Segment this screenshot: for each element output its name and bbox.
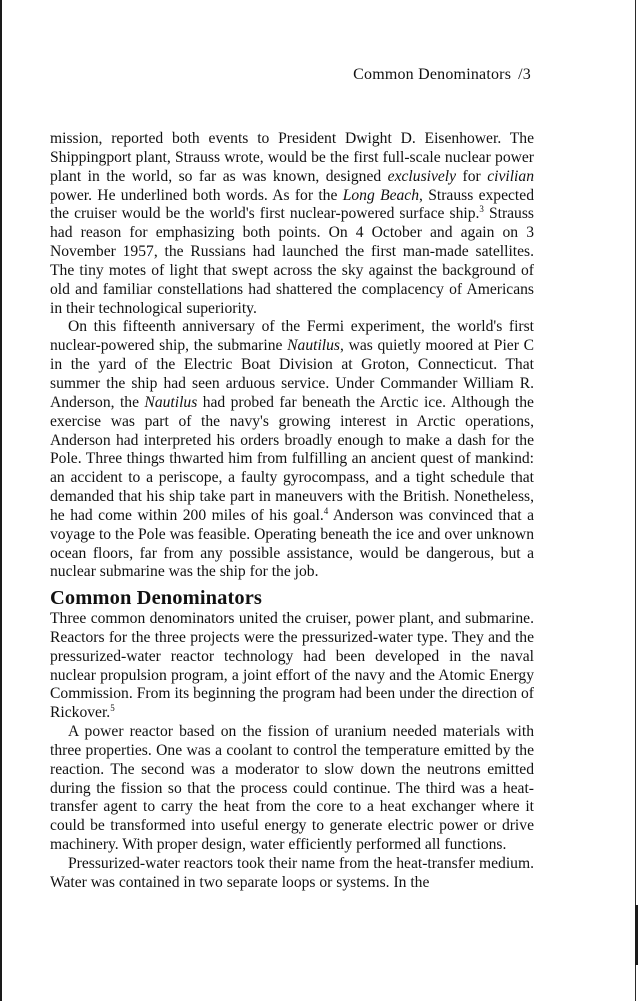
text-run: Anderson was convinced that a voyage to the Pole was feasible. Operating beneath the ice and over unknown ocean floors, far from any possible assistance, would be dangerous, but a nuclear submarine was the ship for the job. <box>50 506 534 581</box>
text-run: , was quietly moored at Pier C in the yard of the Electric Boat Division at Groton, Connecticut. That summer the ship had seen arduous service. Under Commander William R. Anderson, the <box>50 337 534 411</box>
text-run: had probed far beneath the Arctic ice. Although the exercise was part of the navy's growing interest in Arctic operations, Anderson had interpreted his orders broadly enough to make a dash for the Pole. Three things thwarted him from fulfilling an ancient quest of mankind: an accident to a periscope, a faulty gyrocompass, and a tight schedule that demanded that his ship take part in maneuvers with the British. Nonetheless, he had come within 200 miles of his goal. <box>50 393 534 524</box>
italic-text: civilian <box>487 167 534 185</box>
running-head-title: Common Denominators <box>353 66 512 83</box>
text-run: Strauss had reason for emphasizing both points. On 4 October and again on 3 November 1957, the Russians had launched the first man-made satellites. The tiny motes of light that swept across the sky against the background of old and familiar constellations had shattered the complacency of Americans in their technological superiority. <box>50 205 534 317</box>
scan-edge-right <box>635 0 636 1001</box>
paragraph <box>50 130 534 318</box>
text-run: On this fifteenth anniversary of the Fermi experiment, the world's first nuclear-powered ship, the submarine <box>50 318 534 355</box>
italic-text: exclusively <box>387 167 457 185</box>
text-run: for <box>456 167 488 185</box>
footnote-ref: 5 <box>110 703 115 714</box>
paragraph <box>50 318 534 582</box>
italic-text: Long Beach <box>342 186 420 204</box>
text-run: , Strauss expected the cruiser would be the world's first nuclear-powered surface ship. <box>50 186 534 223</box>
italic-text: Nautilus <box>144 393 198 411</box>
text-run: Pressurized-water reactors took their name from the heat-transfer medium. Water was contained in two separate loops or systems. In the <box>50 854 534 891</box>
scan-edge-left <box>0 0 2 1001</box>
running-head <box>353 66 531 84</box>
footnote-ref: 4 <box>323 505 329 516</box>
paragraph <box>50 610 534 723</box>
text-run: Three common denominators united the cruiser, power plant, and submarine. Reactors for the three projects were the pressurized-water type. They and the pressurized-water reactor technology had been developed in the naval nuclear propulsion program, a joint effort of the navy and the Atomic Energy Commission. From its beginning the program had been under the direction of Rickover. <box>50 610 534 722</box>
paragraph <box>50 723 534 855</box>
body-text-section-2 <box>50 610 534 893</box>
text-run: mission, reported both events to President Dwight D. Eisenhower. The Shippingport plant, Strauss wrote, would be the first full-scale nuclear power plant in the world, so far as was known, designed <box>50 130 534 185</box>
paragraph <box>50 855 534 893</box>
footnote-ref: 3 <box>479 204 484 215</box>
body-text-section-1 <box>50 130 534 582</box>
italic-text: Nautilus <box>287 337 340 355</box>
section-heading: Common Denominators <box>50 587 263 609</box>
text-run: A power reactor based on the fission of uranium needed materials with three properties. One was a coolant to control the temperature emitted by the reaction. The second was a moderator to slow down the neutrons emitted during the fission so that the process could continue. The third was a heat-transfer agent to carry the heat from the core to a heat exchanger where it could be transformed into useful energy to generate electric power or drive machinery. With proper design, water efficiently performed all functions. <box>50 723 534 854</box>
page-number: /3 <box>518 66 531 83</box>
text-run: power. He underlined both words. As for the <box>50 186 343 204</box>
